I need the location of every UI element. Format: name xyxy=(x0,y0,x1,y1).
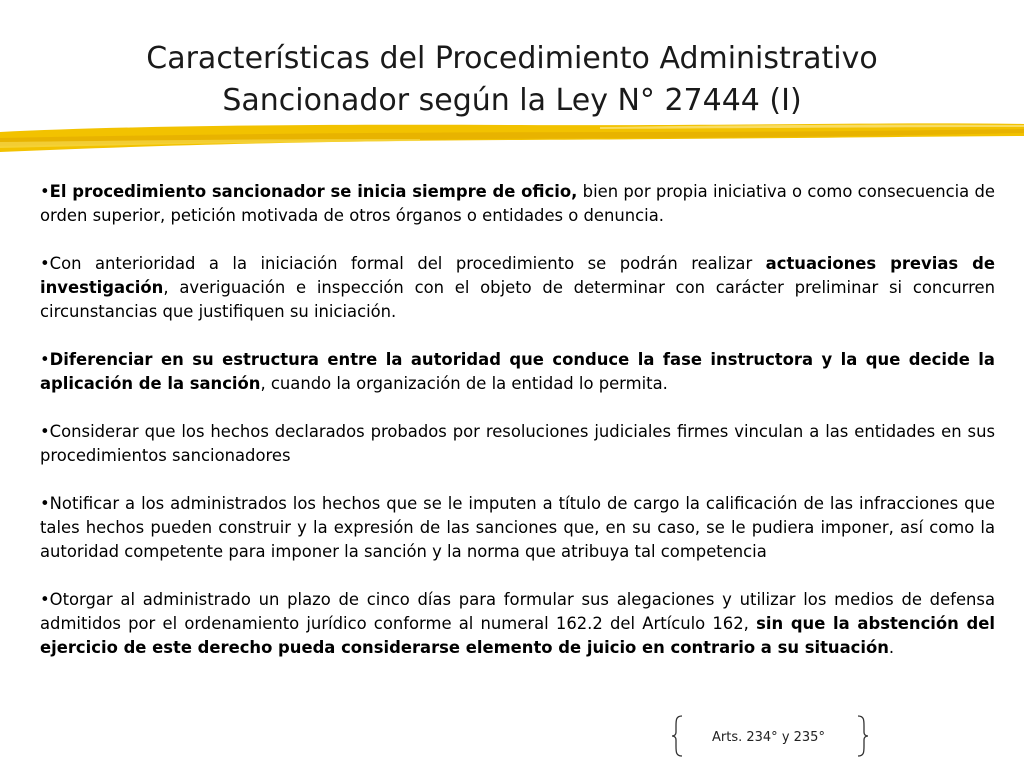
text-run: •Con anterioridad a la iniciación formal del procedimiento se podrán realizar xyxy=(40,254,766,273)
slide-title-line2: Sancionador según la Ley N° 27444 (I) xyxy=(222,83,802,118)
bold-text-run: Diferenciar en su estructura entre la autoridad que conduce la fase instructora y la que decide la aplicación de la sanción xyxy=(40,350,995,393)
bullet-paragraph xyxy=(40,420,995,468)
article-reference-text: Arts. 234° y 235° xyxy=(712,730,825,745)
bullet-paragraph xyxy=(40,492,995,564)
bullet-paragraph xyxy=(40,588,995,660)
text-run: . xyxy=(888,638,895,657)
left-brace-icon xyxy=(672,716,682,756)
slide-body xyxy=(40,180,995,684)
text-run: , averiguación e inspección con el objeto de determinar con carácter preliminar si concurren circunstancias que justifiquen su iniciación. xyxy=(40,278,995,321)
text-run: bien por propia iniciativa o como consecuencia de orden superior, petición motivada de otros órganos o entidades o denuncia. xyxy=(40,182,995,225)
bullet-paragraph xyxy=(40,180,995,228)
text-run: •Otorgar al administrado un plazo de cinco días para formular sus alegaciones y utilizar los medios de defensa admitidos por el ordenamiento jurídico conforme al numeral 162.2 del Artículo 162, xyxy=(40,590,995,633)
slide-title-line1: Características del Procedimiento Administrativo xyxy=(146,41,878,76)
slide-title xyxy=(60,38,964,122)
bullet-paragraph xyxy=(40,252,995,324)
article-reference xyxy=(672,714,868,758)
text-run: • xyxy=(40,350,50,369)
bold-text-run: actuaciones previas de investigación xyxy=(40,254,995,297)
text-run: , cuando la organización de la entidad lo permita. xyxy=(260,374,668,393)
bold-text-run: El procedimiento sancionador se inicia siempre de oficio, xyxy=(49,182,578,201)
text-run: •Notificar a los administrados los hechos que se le imputen a título de cargo la calificación de las infracciones que tales hechos pueden construir y la expresión de las sanciones que, en su caso, se le pudiera imponer, así como la autoridad competente para imponer la sanción y la norma que atribuya tal competencia xyxy=(40,494,995,561)
bold-text-run: sin que la abstención del ejercicio de este derecho pueda considerarse elemento de juicio en contrario a su situación xyxy=(40,614,996,657)
yellow-brush-stroke xyxy=(0,112,1024,160)
bullet-paragraph xyxy=(40,348,995,396)
right-brace-icon xyxy=(858,716,868,756)
text-run: • xyxy=(40,182,50,201)
text-run: •Considerar que los hechos declarados probados por resoluciones judiciales firmes vinculan a las entidades en sus procedimientos sancionadores xyxy=(40,422,995,465)
